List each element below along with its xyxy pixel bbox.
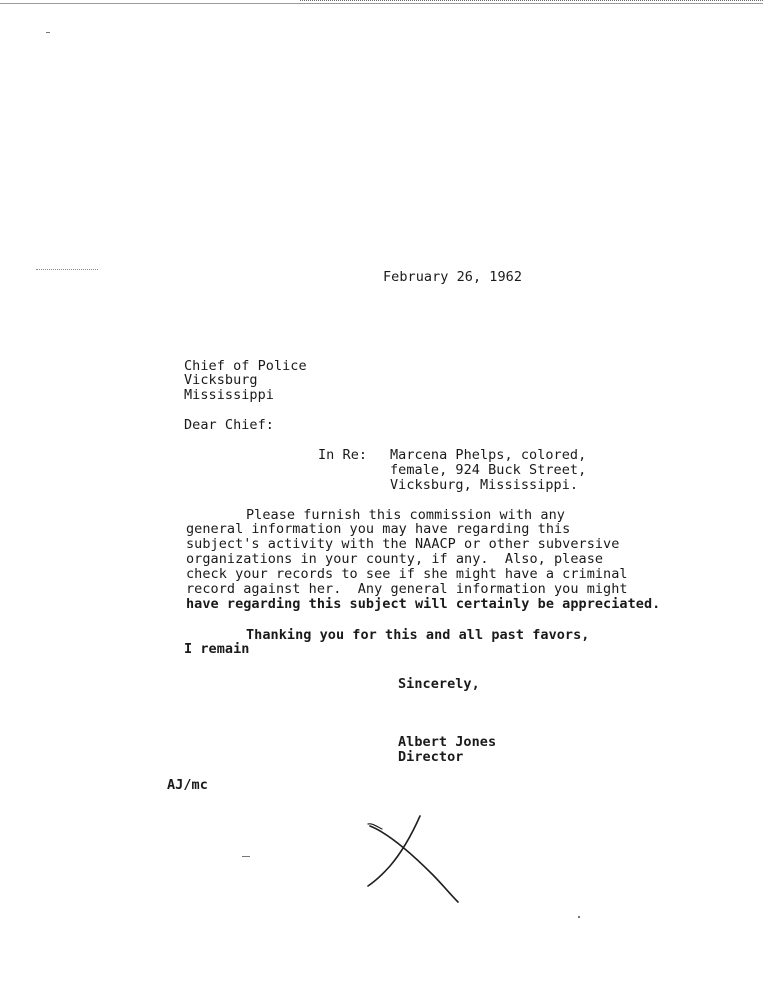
body-line-4: organizations in your county, if any. Also, please: [186, 551, 604, 567]
letter-date: February 26, 1962: [383, 269, 523, 285]
reference-initials: AJ/mc: [167, 777, 208, 793]
scan-smudge: [36, 269, 98, 270]
scan-speck: [46, 32, 50, 33]
salutation: Dear Chief:: [184, 417, 274, 433]
body-line-5: check your records to see if she might have a criminal: [186, 566, 628, 582]
handwritten-x-mark: [360, 812, 465, 907]
valediction: Sincerely,: [398, 676, 480, 692]
recipient-line-1: Chief of Police: [184, 358, 307, 374]
signer-title: Director: [398, 749, 464, 765]
in-re-line-2: female, 924 Buck Street,: [390, 462, 587, 478]
in-re-label: In Re:: [318, 447, 368, 463]
closing-line-2: I remain: [184, 641, 250, 657]
body-line-2: general information you may have regarding this: [186, 521, 571, 537]
closing-line-1: Thanking you for this and all past favors,: [246, 627, 590, 643]
body-line-1: Please furnish this commission with any: [246, 507, 565, 523]
scan-speck: [242, 856, 250, 857]
signer-name: Albert Jones: [398, 734, 497, 750]
in-re-line-3: Vicksburg, Mississippi.: [390, 477, 579, 493]
in-re-line-1: Marcena Phelps, colored,: [390, 447, 587, 463]
body-line-7: have regarding this subject will certainly be appreciated.: [186, 596, 661, 612]
recipient-line-2: Vicksburg: [184, 372, 258, 388]
top-dotted-artifact: [300, 0, 763, 4]
body-line-6: record against her. Any general information you might: [186, 581, 628, 597]
scan-speck: [578, 916, 580, 918]
recipient-line-3: Mississippi: [184, 387, 274, 403]
body-line-3: subject's activity with the NAACP or other subversive: [186, 536, 620, 552]
